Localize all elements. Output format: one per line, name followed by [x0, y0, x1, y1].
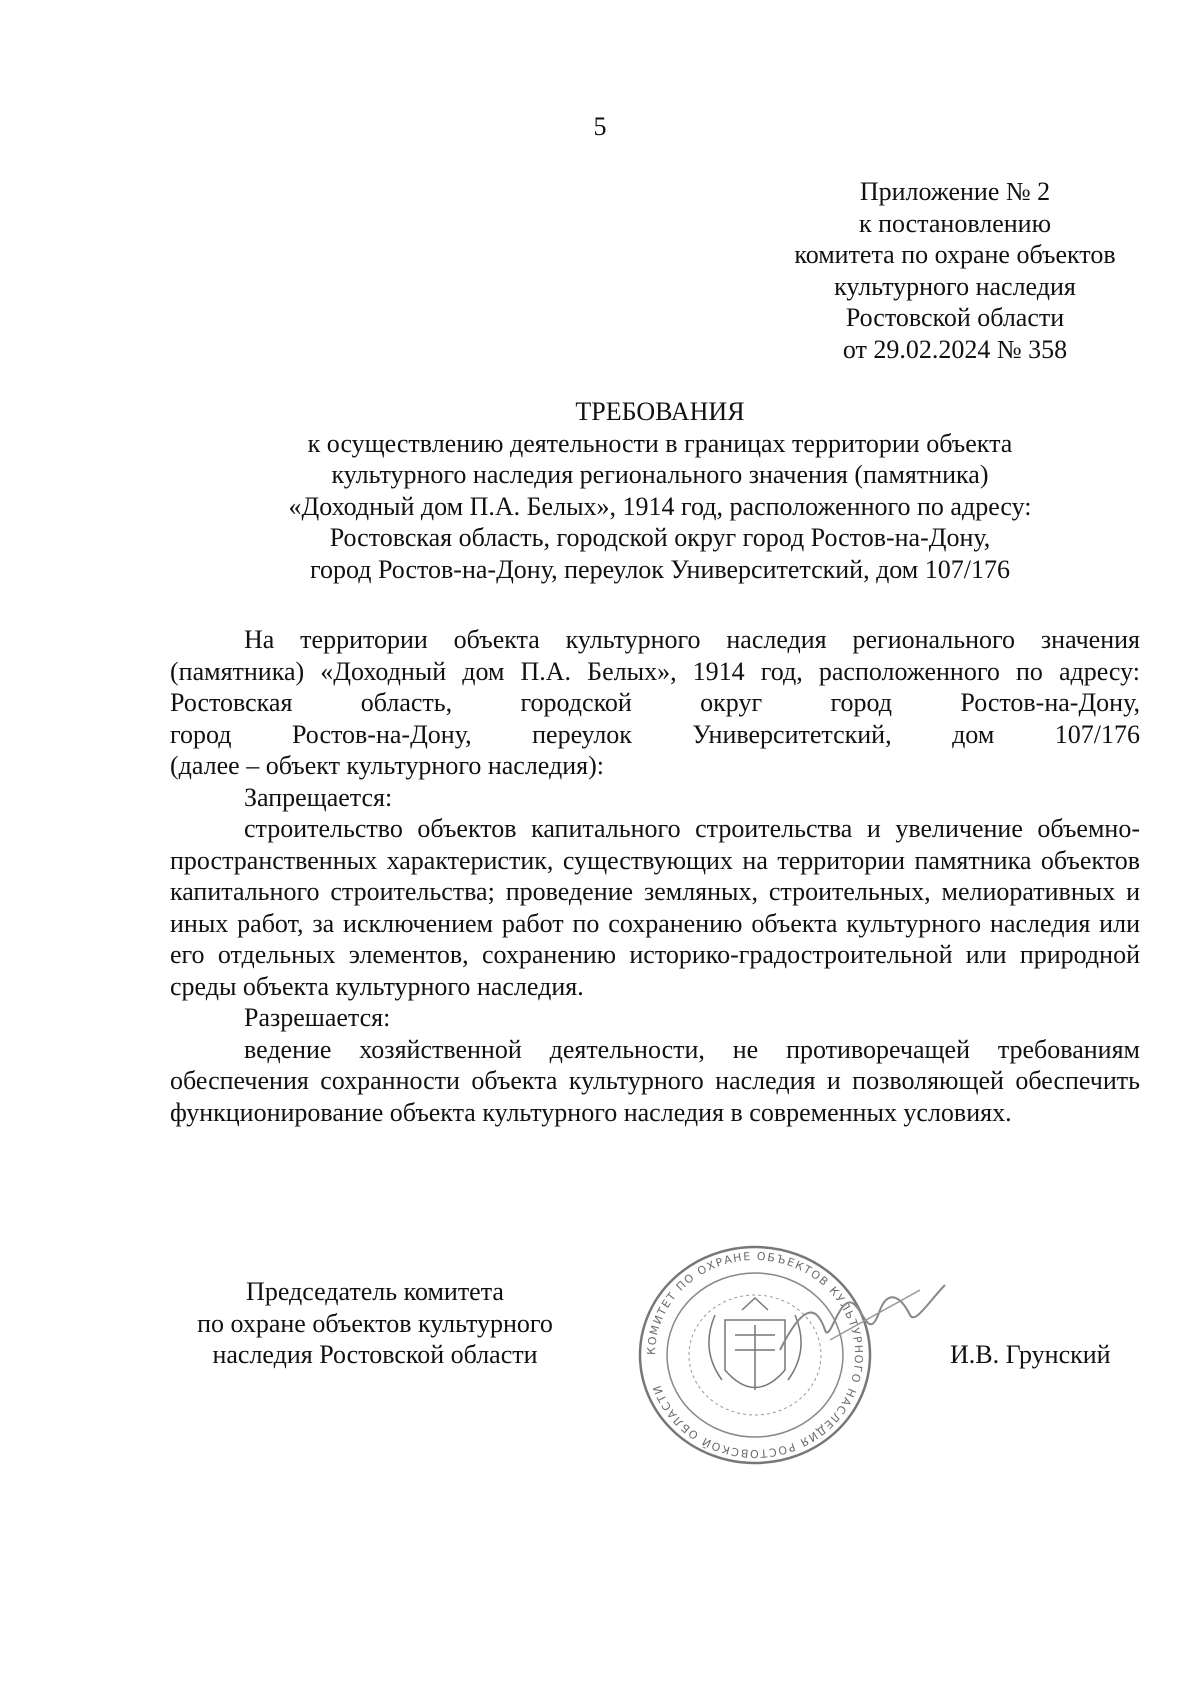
forbidden-label: Запрещается: — [244, 782, 393, 812]
appendix-line: комитета по охране объектов — [794, 240, 1116, 269]
title-line: ТРЕБОВАНИЯ — [575, 397, 745, 426]
intro-line: (далее – объект культурного наследия): — [170, 751, 604, 780]
signatory-position — [150, 1276, 600, 1371]
appendix-header — [740, 176, 1170, 365]
title-line: культурного наследия регионального значения (памятника) — [331, 460, 989, 489]
page-number: 5 — [593, 112, 607, 141]
intro-line: (памятника) «Доходный дом П.А. Белых», 1914 год, расположенного по адресу: — [170, 656, 1140, 686]
appendix-line: культурного наследия — [834, 271, 1076, 301]
appendix-line: Приложение № 2 — [859, 177, 1051, 206]
handwritten-signature — [770, 1270, 950, 1380]
intro-line: город Ростов-на-Дону, переулок Университетский, дом 107/176 — [170, 719, 1140, 749]
title-line: город Ростов-на-Дону, переулок Университетский, дом 107/176 — [310, 554, 1010, 584]
appendix-line: Ростовской области — [845, 303, 1065, 332]
forbidden-paragraph: строительство объектов капитального строительства и увеличение объемно-пространственных характеристик, существующих на территории памятника объектов капитального строительства; проведение земляных, строительных, мелиоративных и иных работ, за исключением работ по сохранению объекта культурного наследия или его отдельных элементов, сохранению историко-градостроительной или природной среды объекта культурного наследия. — [170, 814, 1140, 1001]
stamp-outer-text: КОМИТЕТ ПО ОХРАНЕ ОБЪЕКТОВ КУЛЬТУРНОГО НАСЛЕДИЯ РОСТОВСКОЙ ОБЛАСТИ — [644, 1249, 866, 1461]
intro-line: Ростовская область, городской округ город Ростов-на-Дону, — [170, 688, 1140, 717]
intro-line: На территории объекта культурного наследия регионального значения — [244, 625, 1140, 654]
appendix-line: к постановлению — [858, 208, 1052, 238]
position-line: наследия Ростовской области — [212, 1340, 538, 1369]
title-line: Ростовская область, городской округ город Ростов-на-Дону, — [329, 523, 991, 552]
position-line: по охране объектов культурного — [197, 1308, 553, 1338]
title-line: к осуществлению деятельности в границах территории объекта — [307, 428, 1013, 458]
appendix-line: от 29.02.2024 № 358 — [842, 334, 1068, 364]
signatory-name: И.В. Грунский — [950, 1340, 1111, 1369]
document-title — [150, 396, 1170, 585]
title-line: «Доходный дом П.А. Белых», 1914 год, расположенного по адресу: — [288, 491, 1032, 521]
position-line: Председатель комитета — [246, 1277, 504, 1306]
allowed-label: Разрешается: — [244, 1003, 391, 1032]
document-body — [170, 624, 1140, 1128]
allowed-paragraph: ведение хозяйственной деятельности, не противоречащей требованиям обеспечения сохранности объекта культурного наследия и позволяющей обеспечить функционирование объекта культурного наследия в современных условиях. — [170, 1034, 1140, 1127]
